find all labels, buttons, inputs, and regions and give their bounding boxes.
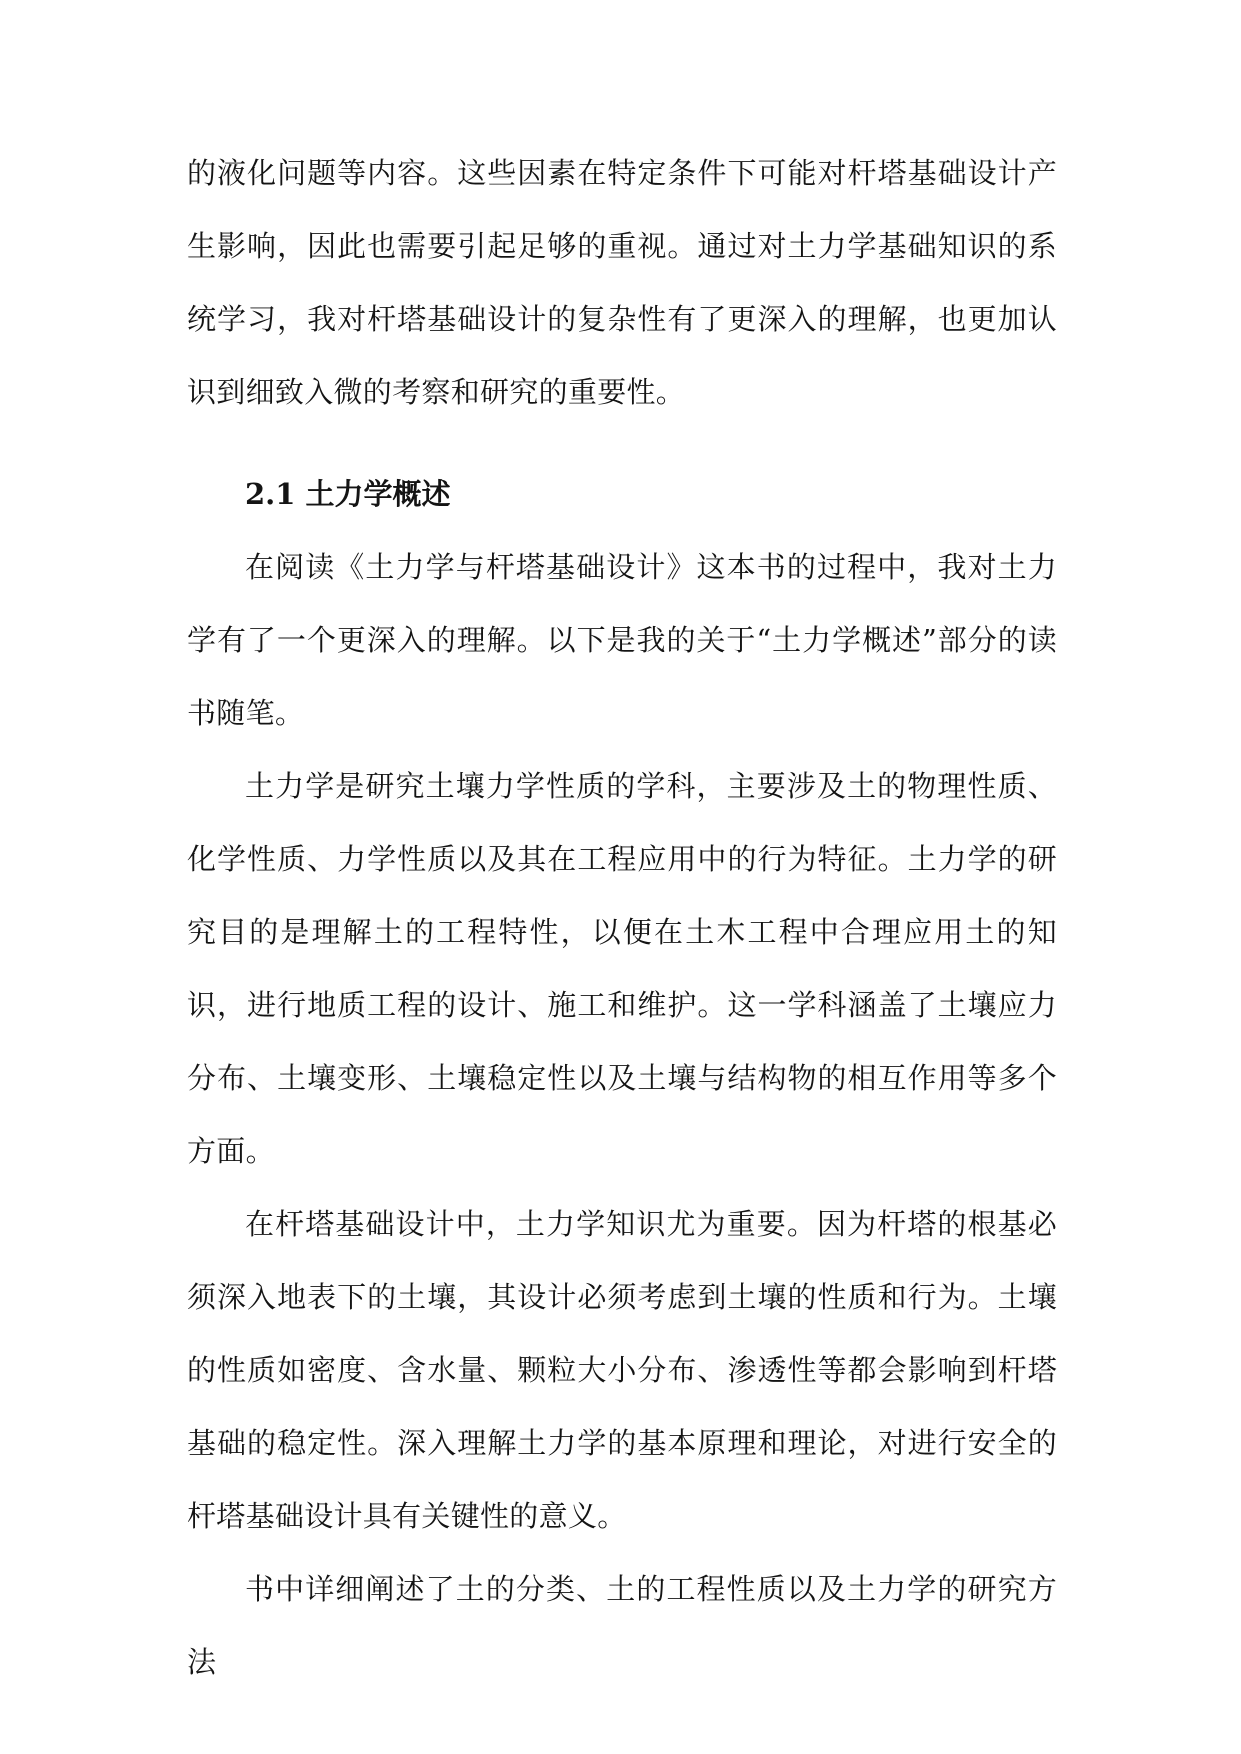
- continued-paragraph: 的液化问题等内容。这些因素在特定条件下可能对杆塔基础设计产生影响，因此也需要引起足够的重视。通过对土力学基础知识的系统学习，我对杆塔基础设计的复杂性有了更深入的理解，也更加认识到细致入微的考察和研究的重要性。: [187, 156, 1057, 409]
- body-paragraph: 书中详细阐述了土的分类、土的工程性质以及土力学的研究方法: [187, 1572, 1057, 1679]
- body-paragraph: 在杆塔基础设计中，土力学知识尤为重要。因为杆塔的根基必须深入地表下的土壤，其设计必须考虑到土壤的性质和行为。土壤的性质如密度、含水量、颗粒大小分布、渗透性等都会影响到杆塔基础的稳定性。深入理解土力学的基本原理和理论，对进行安全的杆塔基础设计具有关键性的意义。: [187, 1207, 1057, 1533]
- body-paragraph: 土力学是研究土壤力学性质的学科，主要涉及土的物理性质、化学性质、力学性质以及其在工程应用中的行为特征。土力学的研究目的是理解土的工程特性，以便在土木工程中合理应用土的知识，进行地质工程的设计、施工和维护。这一学科涵盖了土壤应力分布、土壤变形、土壤稳定性以及土壤与结构物的相互作用等多个方面。: [187, 769, 1057, 1168]
- section-heading: 2.1 土力学概述: [245, 477, 451, 511]
- body-paragraph: 在阅读《土力学与杆塔基础设计》这本书的过程中，我对土力学有了一个更深入的理解。以下是我的关于“土力学概述”部分的读书随笔。: [187, 550, 1057, 730]
- page-content: [187, 137, 1057, 1699]
